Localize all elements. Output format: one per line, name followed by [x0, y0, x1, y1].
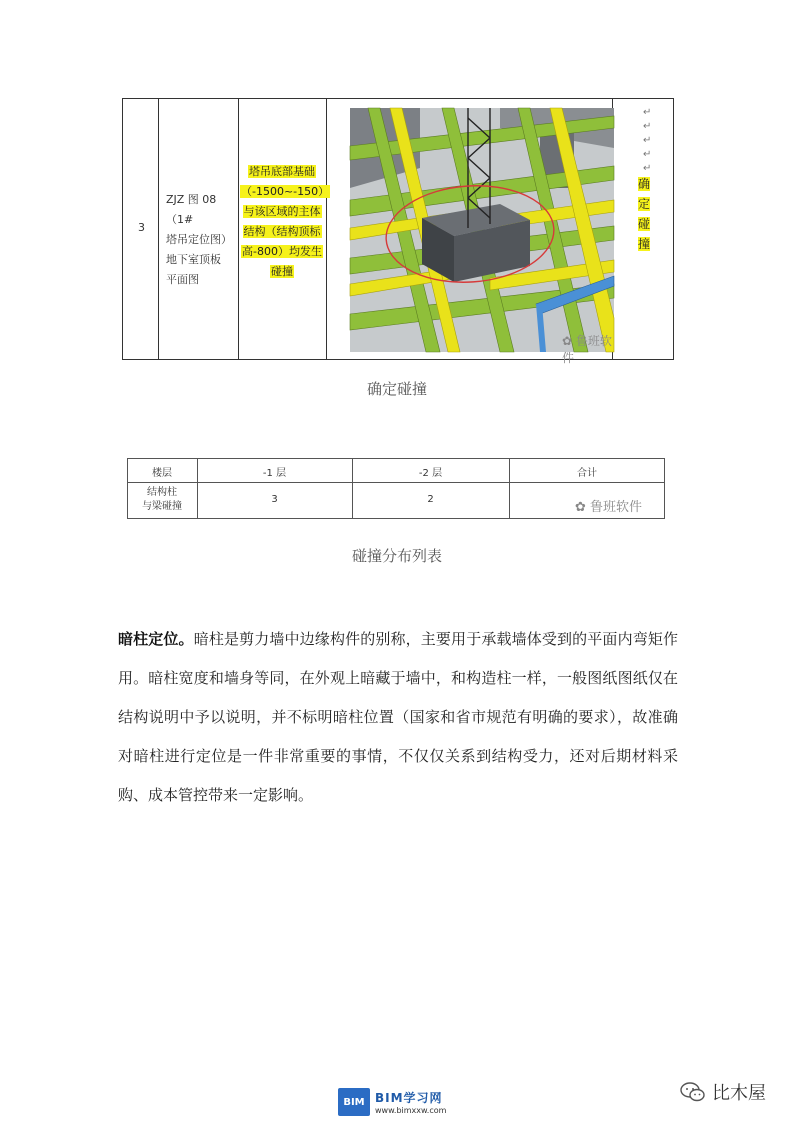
bim-logo-url: www.bimxxw.com [375, 1106, 447, 1115]
header-minus-1: -1 层 [262, 468, 287, 479]
wechat-icon: ✿ [562, 334, 573, 348]
paragraph-body: 暗柱是剪力墙中边缘构件的别称，主要用于承载墙体受到的平面内弯矩作用。暗柱宽度和墙身等同，在外观上暗藏于墙中，和构造柱一样，一般图纸图纸仅在结构说明中予以说明，并不标明暗柱位置（国家和省市规范有明确的要求），故准确对暗柱进行定位是一件非常重要的事情，不仅仅关系到结构受力，还对后期材料采购、成本管控带来一定影响。 [118, 630, 678, 804]
caption-clash-distribution: 碰撞分布列表 [351, 547, 442, 565]
bim-logo-icon: BIM [338, 1088, 370, 1116]
row-number: 3 [138, 221, 145, 234]
bim-logo [338, 1088, 446, 1116]
value-minus-1: 3 [271, 494, 278, 505]
row-label: 结构柱 与梁碰撞 [142, 487, 182, 512]
wechat-icon [680, 1081, 706, 1103]
wechat-icon: ✿ [575, 500, 586, 515]
bim-logo-title: BIM学习网 [375, 1091, 443, 1105]
tower-crane-clash-illustration [350, 108, 614, 352]
header-minus-2: -2 层 [418, 468, 443, 479]
clash-description: 塔吊底部基础 （-1500~-150） 与该区域的主体 结构（结构顶标 高-800）均发生 碰撞 [241, 165, 330, 278]
clash-table-image [122, 98, 674, 365]
bim-model-render [350, 108, 614, 365]
clash-distribution-table [127, 458, 665, 519]
paragraph-marks: ↵ ↵ ↵ ↵ ↵ [643, 107, 652, 174]
clash-result: 确 定 碰 撞 [637, 177, 650, 251]
render-watermark: ✿ 鲁班软件 [562, 334, 612, 365]
header-floor: 楼层 [152, 468, 172, 479]
table-watermark: ✿ 鲁班软件 [575, 500, 643, 515]
paragraph-lead: 暗柱定位。 [118, 630, 194, 648]
account-brand [680, 1079, 766, 1105]
brand-name: 比木屋 [712, 1083, 766, 1104]
caption-clash-confirm: 确定碰撞 [366, 380, 427, 398]
header-total: 合计 [577, 468, 597, 479]
value-minus-2: 2 [427, 494, 434, 505]
body-paragraph [118, 620, 678, 815]
drawing-reference: ZJZ 图 08（1# 塔吊定位图） 地下室顶板 平面图 [166, 193, 232, 286]
